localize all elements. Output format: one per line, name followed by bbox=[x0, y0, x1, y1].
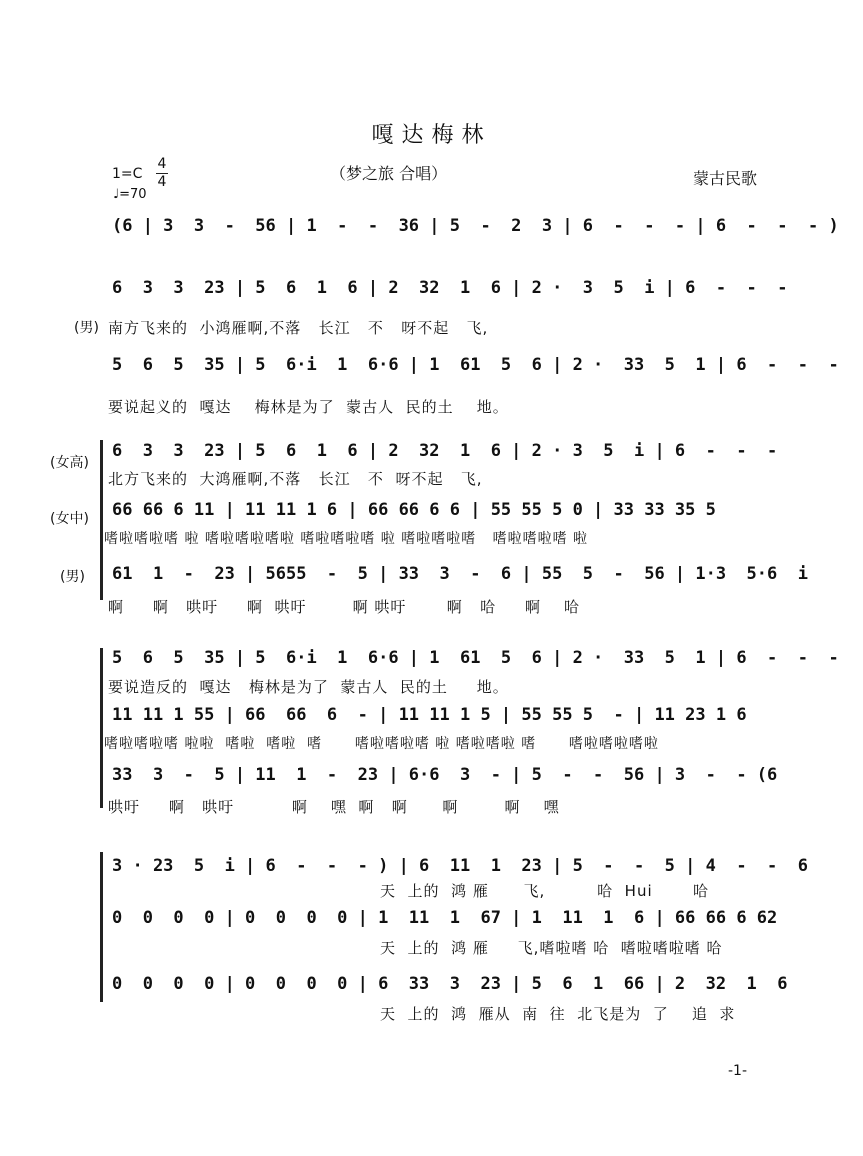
chorus2-alto-notes: 11 11 1 55 | 66 66 6 - | 11 11 1 5 | 55 55 5 - | 11 23 1 6 bbox=[112, 705, 747, 725]
time-signature bbox=[156, 156, 168, 191]
voice-label-soprano: (女高) bbox=[50, 455, 89, 471]
song-title: 嘎达梅林 bbox=[371, 123, 492, 148]
chorus2-male-notes: 33 3 - 5 | 11 1 - 23 | 6·6 3 - | 5 - - 56 | 3 - - (6 bbox=[112, 765, 778, 785]
verse1-lyrics-line2: 要说起义的 嘎达 梅林是为了 蒙古人 民的土 地。 bbox=[108, 398, 509, 416]
system-bracket bbox=[100, 852, 103, 1002]
chorus3-soprano-lyrics: 天 上的 鸿 雁 飞, 哈 Hui 哈 bbox=[380, 882, 709, 900]
chorus1-soprano-notes: 6 3 3 23 | 5 6 1 6 | 2 32 1 6 | 2 · 3 5 i | 6 - - - bbox=[112, 441, 778, 461]
chorus3-alto-notes: 0 0 0 0 | 0 0 0 0 | 1 11 1 67 | 1 11 1 6 | 66 66 6 62 bbox=[112, 908, 778, 928]
chorus1-alto-notes: 66 66 6 11 | 11 11 1 6 | 66 66 6 6 | 55 55 5 0 | 33 33 35 5 bbox=[112, 500, 716, 520]
tempo-marking: ♩=70 bbox=[113, 187, 147, 202]
voice-label-male: (男) bbox=[60, 569, 85, 585]
time-signature-bottom: 4 bbox=[157, 174, 167, 190]
chorus3-male-lyrics: 天 上的 鸿 雁从 南 往 北飞是为 了 追 求 bbox=[380, 1005, 736, 1023]
verse1-notes-line2: 5 6 5 35 | 5 6·i 1 6·6 | 1 61 5 6 | 2 · 33 5 1 | 6 - - - bbox=[112, 355, 839, 375]
chorus2-alto-lyrics: 嗜啦嗜啦嗜 啦啦 嗜啦 嗜啦 嗜 嗜啦嗜啦嗜 啦 嗜啦嗜啦 嗜 嗜啦嗜啦嗜啦 bbox=[104, 736, 659, 752]
intro-notes: (6 | 3 3 - 56 | 1 - - 36 | 5 - 2 3 | 6 - - - | 6 - - - ) bbox=[112, 216, 839, 236]
chorus1-male-lyrics: 啊 啊 哄吁 啊 哄吁 啊 哄吁 啊 哈 啊 哈 bbox=[108, 598, 581, 616]
verse1-voice-label: (男) bbox=[74, 320, 99, 336]
chorus1-alto-lyrics: 嗜啦嗜啦嗜 啦 嗜啦嗜啦嗜啦 嗜啦嗜啦嗜 啦 嗜啦嗜啦嗜 嗜啦嗜啦嗜 啦 bbox=[104, 531, 589, 547]
chorus2-soprano-notes: 5 6 5 35 | 5 6·i 1 6·6 | 1 61 5 6 | 2 · 33 5 1 | 6 - - - bbox=[112, 648, 839, 668]
chorus3-male-notes: 0 0 0 0 | 0 0 0 0 | 6 33 3 23 | 5 6 1 66 | 2 32 1 6 bbox=[112, 974, 788, 994]
chorus3-alto-lyrics: 天 上的 鸿 雁 飞,嗜啦嗜 哈 嗜啦嗜啦嗜 哈 bbox=[380, 939, 723, 957]
chorus3-soprano-notes: 3 · 23 5 i | 6 - - - ) | 6 11 1 23 | 5 - - 5 | 4 - - 6 bbox=[112, 856, 808, 876]
verse1-lyrics-line1: 南方飞来的 小鸿雁啊,不落 长江 不 呀不起 飞, bbox=[108, 319, 489, 337]
song-subtitle: （梦之旅 合唱） bbox=[330, 164, 448, 183]
chorus1-male-notes: 61 1 - 23 | 5655 - 5 | 33 3 - 6 | 55 5 - 56 | 1·3 5·6 i bbox=[112, 564, 808, 584]
page-number: -1- bbox=[728, 1063, 748, 1079]
chorus2-male-lyrics: 哄吁 啊 哄吁 啊 嘿 啊 啊 啊 啊 嘿 bbox=[108, 798, 560, 816]
time-signature-top: 4 bbox=[157, 156, 167, 172]
system-bracket bbox=[100, 648, 103, 808]
verse1-notes-line1: 6 3 3 23 | 5 6 1 6 | 2 32 1 6 | 2 · 3 5 i | 6 - - - bbox=[112, 278, 788, 298]
chorus2-soprano-lyrics: 要说造反的 嘎达 梅林是为了 蒙古人 民的土 地。 bbox=[108, 678, 509, 696]
voice-label-alto: (女中) bbox=[50, 511, 89, 527]
composer-credit: 蒙古民歌 bbox=[693, 169, 758, 188]
key-signature: 1=C bbox=[112, 166, 143, 182]
chorus1-soprano-lyrics: 北方飞来的 大鸿雁啊,不落 长江 不 呀不起 飞, bbox=[108, 470, 483, 488]
system-bracket bbox=[100, 440, 103, 600]
